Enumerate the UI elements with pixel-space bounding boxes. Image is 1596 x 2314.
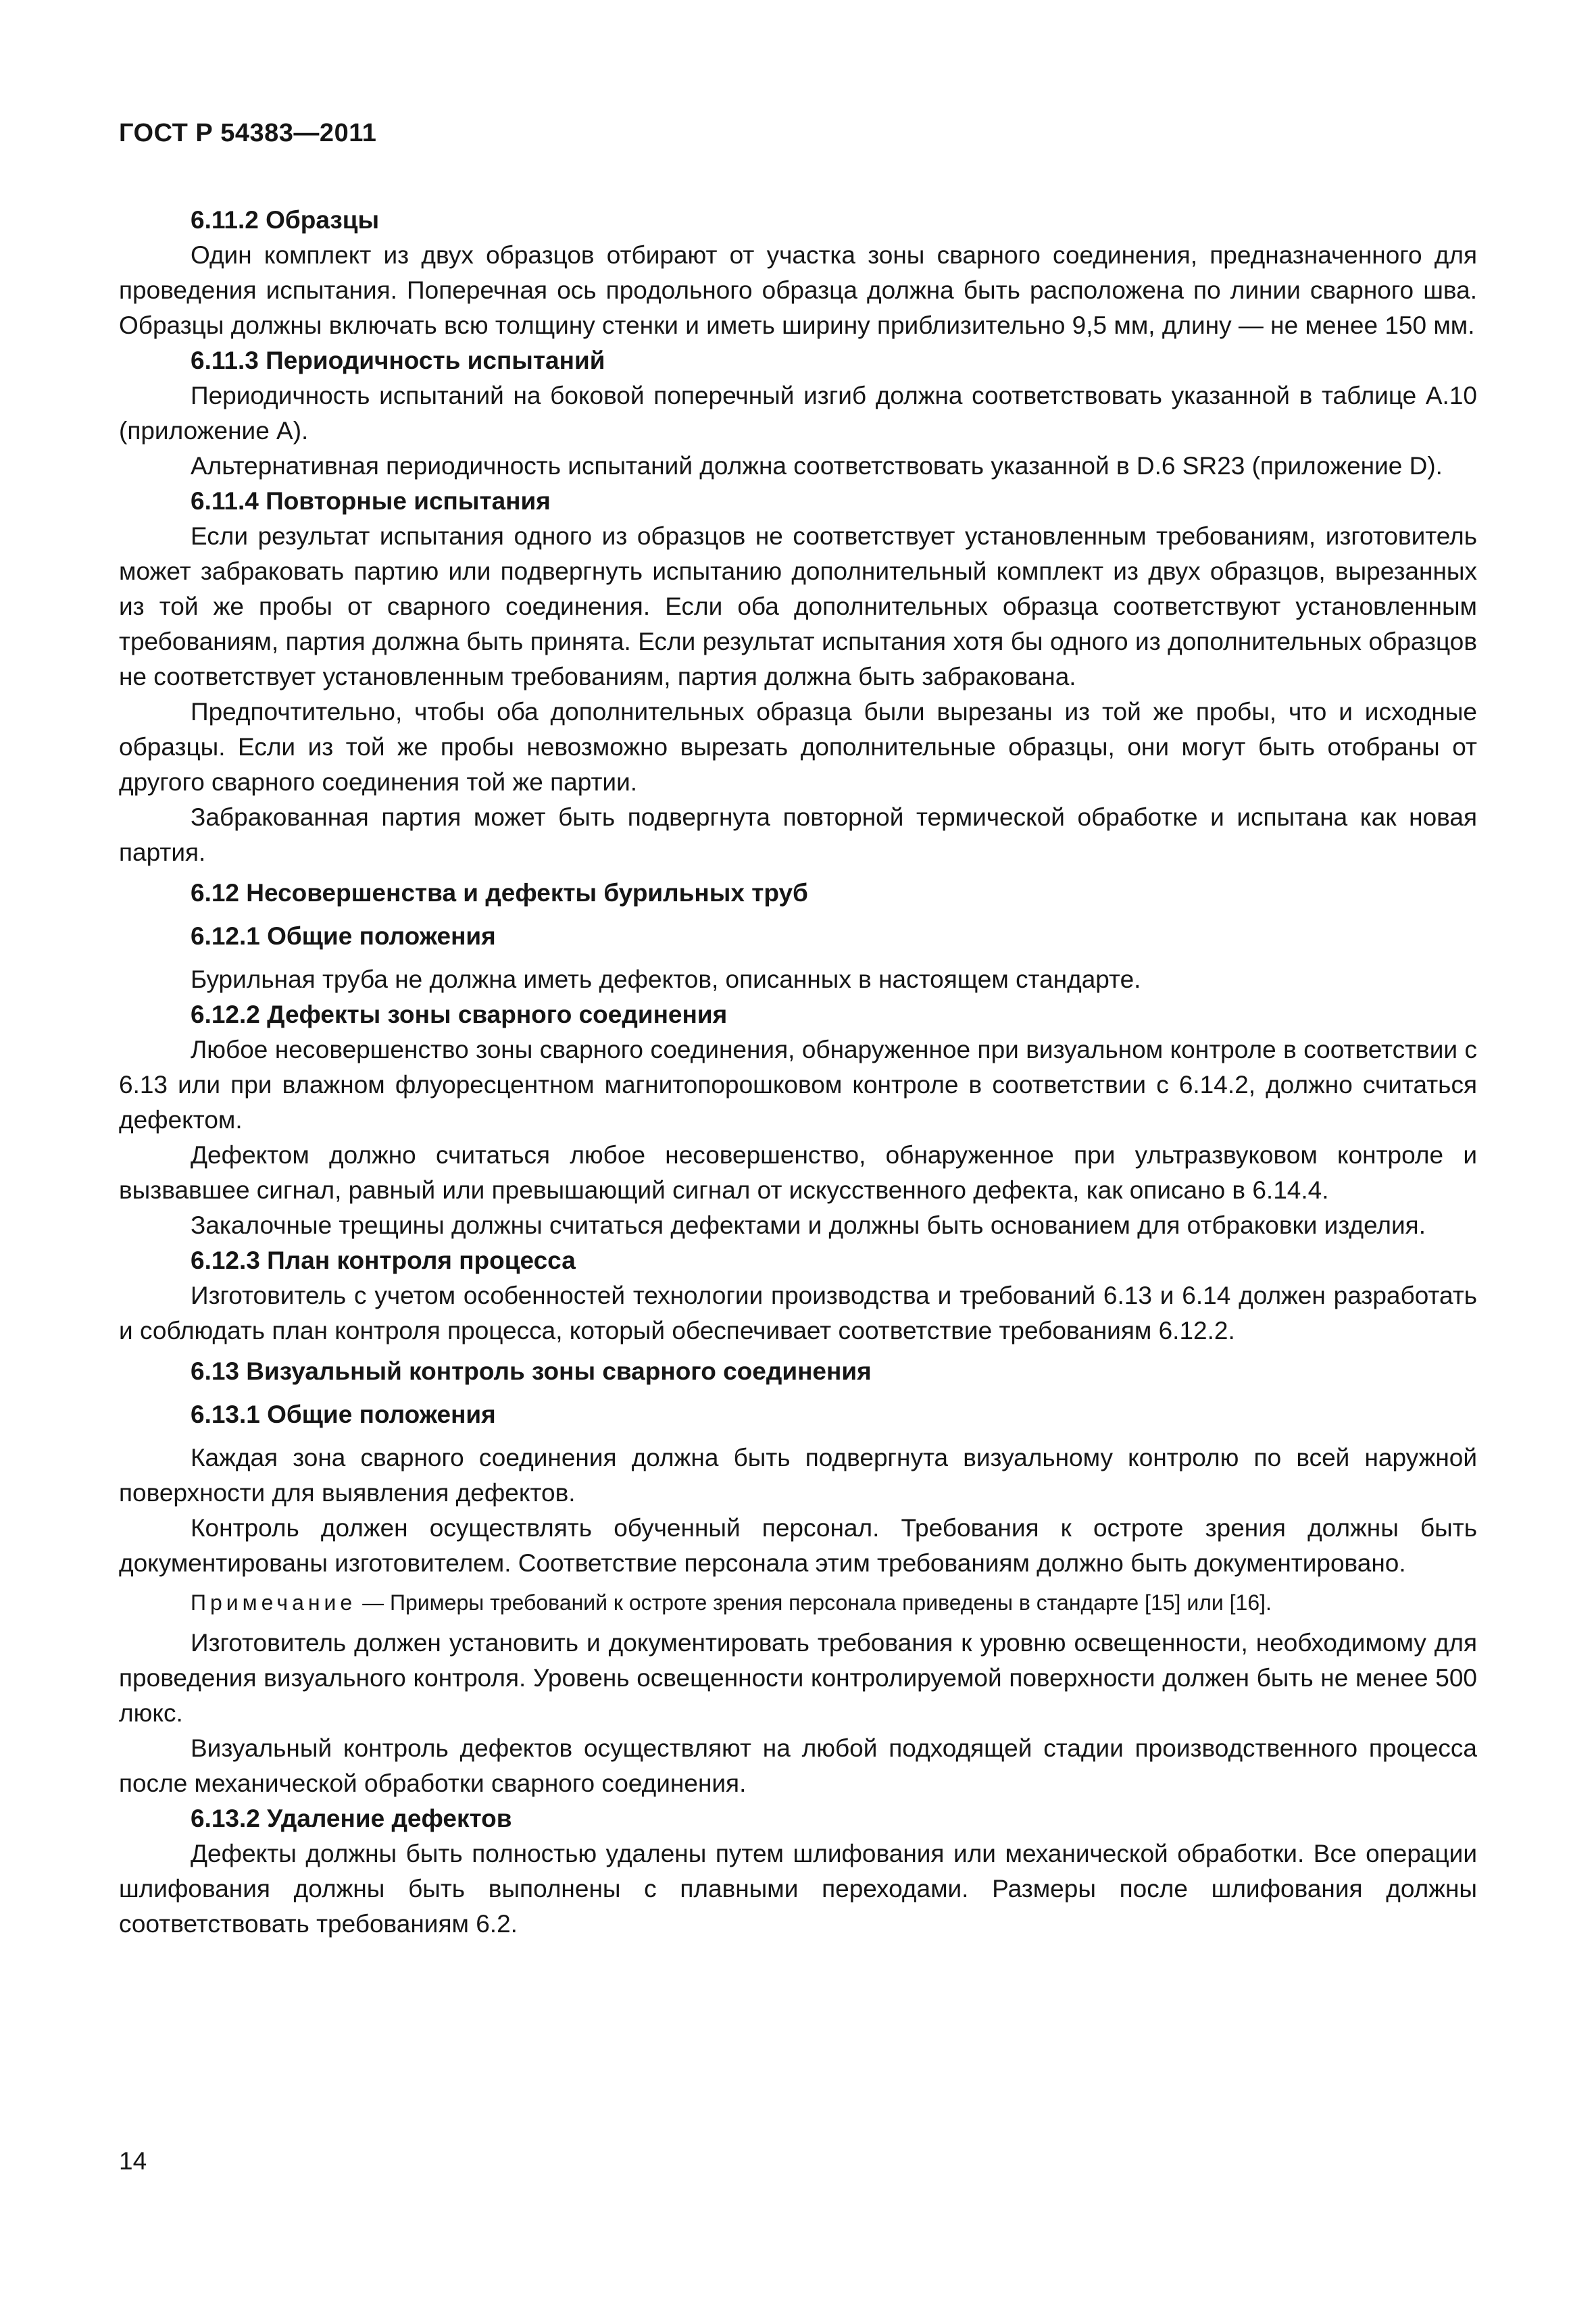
section-heading-6-11-4: 6.11.4 Повторные испытания — [191, 487, 551, 515]
paragraph: Дефекты должны быть полностью удалены путем шлифования или механической обработки. Все операции шлифования должны быть выполнены с плавными переходами. Размеры после шлифования должны соответствовать требованиям 6.2. — [119, 1840, 1477, 1938]
standard-designation: ГОСТ Р 54383—2011 — [119, 119, 377, 147]
paragraph: Забракованная партия может быть подвергнута повторной термической обработке и испытана как новая партия. — [119, 803, 1477, 866]
note — [119, 1585, 1477, 1620]
section-heading-6-12-2: 6.12.2 Дефекты зоны сварного соединения — [191, 1001, 728, 1028]
paragraph: Если результат испытания одного из образцов не соответствует установленным требованиям, изготовитель может забраковать партию или подвергнуть испытанию дополнительный комплект из двух образцов, вырезанных из той же пробы от сварного соединения. Если оба дополнительных образца соответствуют установленным требованиям, партия должна быть принята. Если результат испытания хотя бы одного из дополнительных образцов не соответствует установленным требованиям, партия должна быть забракована. — [119, 522, 1477, 690]
section-heading-6-12: 6.12 Несовершенства и дефекты бурильных труб — [191, 879, 808, 907]
section-heading-6-11-3: 6.11.3 Периодичность испытаний — [191, 347, 605, 374]
paragraph: Предпочтительно, чтобы оба дополнительных образца были вырезаны из той же пробы, что и исходные образцы. Если из той же пробы невозможно вырезать дополнительные образцы, они могут быть отобраны от другого сварного соединения той же партии. — [119, 698, 1477, 796]
paragraph: Изготовитель должен установить и документировать требования к уровню освещенности, необходимому для проведения визуального контроля. Уровень освещенности контролируемой поверхности должен быть не менее 500 люкс. — [119, 1629, 1477, 1727]
paragraph: Один комплект из двух образцов отбирают от участка зоны сварного соединения, предназначенного для проведения испытания. Поперечная ось продольного образца должна быть расположена по линии сварного шва. Образцы должны включать всю толщину стенки и иметь ширину приблизительно 9,5 мм, длину — не менее 150 мм. — [119, 241, 1477, 339]
paragraph: Контроль должен осуществлять обученный персонал. Требования к остроте зрения должны быть документированы изготовителем. Соответствие персонала этим требованиям должно быть документировано. — [119, 1514, 1477, 1577]
section-heading-6-13-2: 6.13.2 Удаление дефектов — [191, 1805, 512, 1832]
section-heading-6-13-1: 6.13.1 Общие положения — [191, 1401, 496, 1428]
paragraph: Любое несовершенство зоны сварного соединения, обнаруженное при визуальном контроле в соответствии с 6.13 или при влажном флуоресцентном магнитопорошковом контроле в соответствии с 6.14.2, должно считаться дефектом. — [119, 1036, 1477, 1134]
page-number: 14 — [119, 2147, 147, 2175]
paragraph: Бурильная труба не должна иметь дефектов, описанных в настоящем стандарте. — [191, 965, 1141, 993]
note-label: Примечание — [191, 1590, 357, 1615]
note-text: — Примеры требований к остроте зрения персонала приведены в стандарте [15] или [16]. — [356, 1590, 1272, 1615]
paragraph: Каждая зона сварного соединения должна быть подвергнута визуальному контролю по всей наружной поверхности для выявления дефектов. — [119, 1444, 1477, 1507]
document-body — [119, 203, 1477, 1942]
paragraph: Закалочные трещины должны считаться дефектами и должны быть основанием для отбраковки изделия. — [191, 1211, 1426, 1239]
paragraph: Периодичность испытаний на боковой поперечный изгиб должна соответствовать указанной в таблице А.10 (приложение А). — [119, 382, 1477, 445]
paragraph: Дефектом должно считаться любое несовершенство, обнаруженное при ультразвуковом контроле и вызвавшее сигнал, равный или превышающий сигнал от искусственного дефекта, как описано в 6.14.4. — [119, 1141, 1477, 1204]
section-heading-6-13: 6.13 Визуальный контроль зоны сварного соединения — [191, 1357, 872, 1385]
paragraph: Визуальный контроль дефектов осуществляют на любой подходящей стадии производственного процесса после механической обработки сварного соединения. — [119, 1734, 1477, 1797]
section-heading-6-11-2: 6.11.2 Образцы — [191, 206, 380, 234]
section-heading-6-12-1: 6.12.1 Общие положения — [191, 922, 496, 950]
section-heading-6-12-3: 6.12.3 План контроля процесса — [191, 1247, 576, 1274]
paragraph: Альтернативная периодичность испытаний должна соответствовать указанной в D.6 SR23 (приложение D). — [191, 452, 1443, 480]
paragraph: Изготовитель с учетом особенностей технологии производства и требований 6.13 и 6.14 должен разработать и соблюдать план контроля процесса, который обеспечивает соответствие требованиям 6.12.2. — [119, 1282, 1477, 1344]
